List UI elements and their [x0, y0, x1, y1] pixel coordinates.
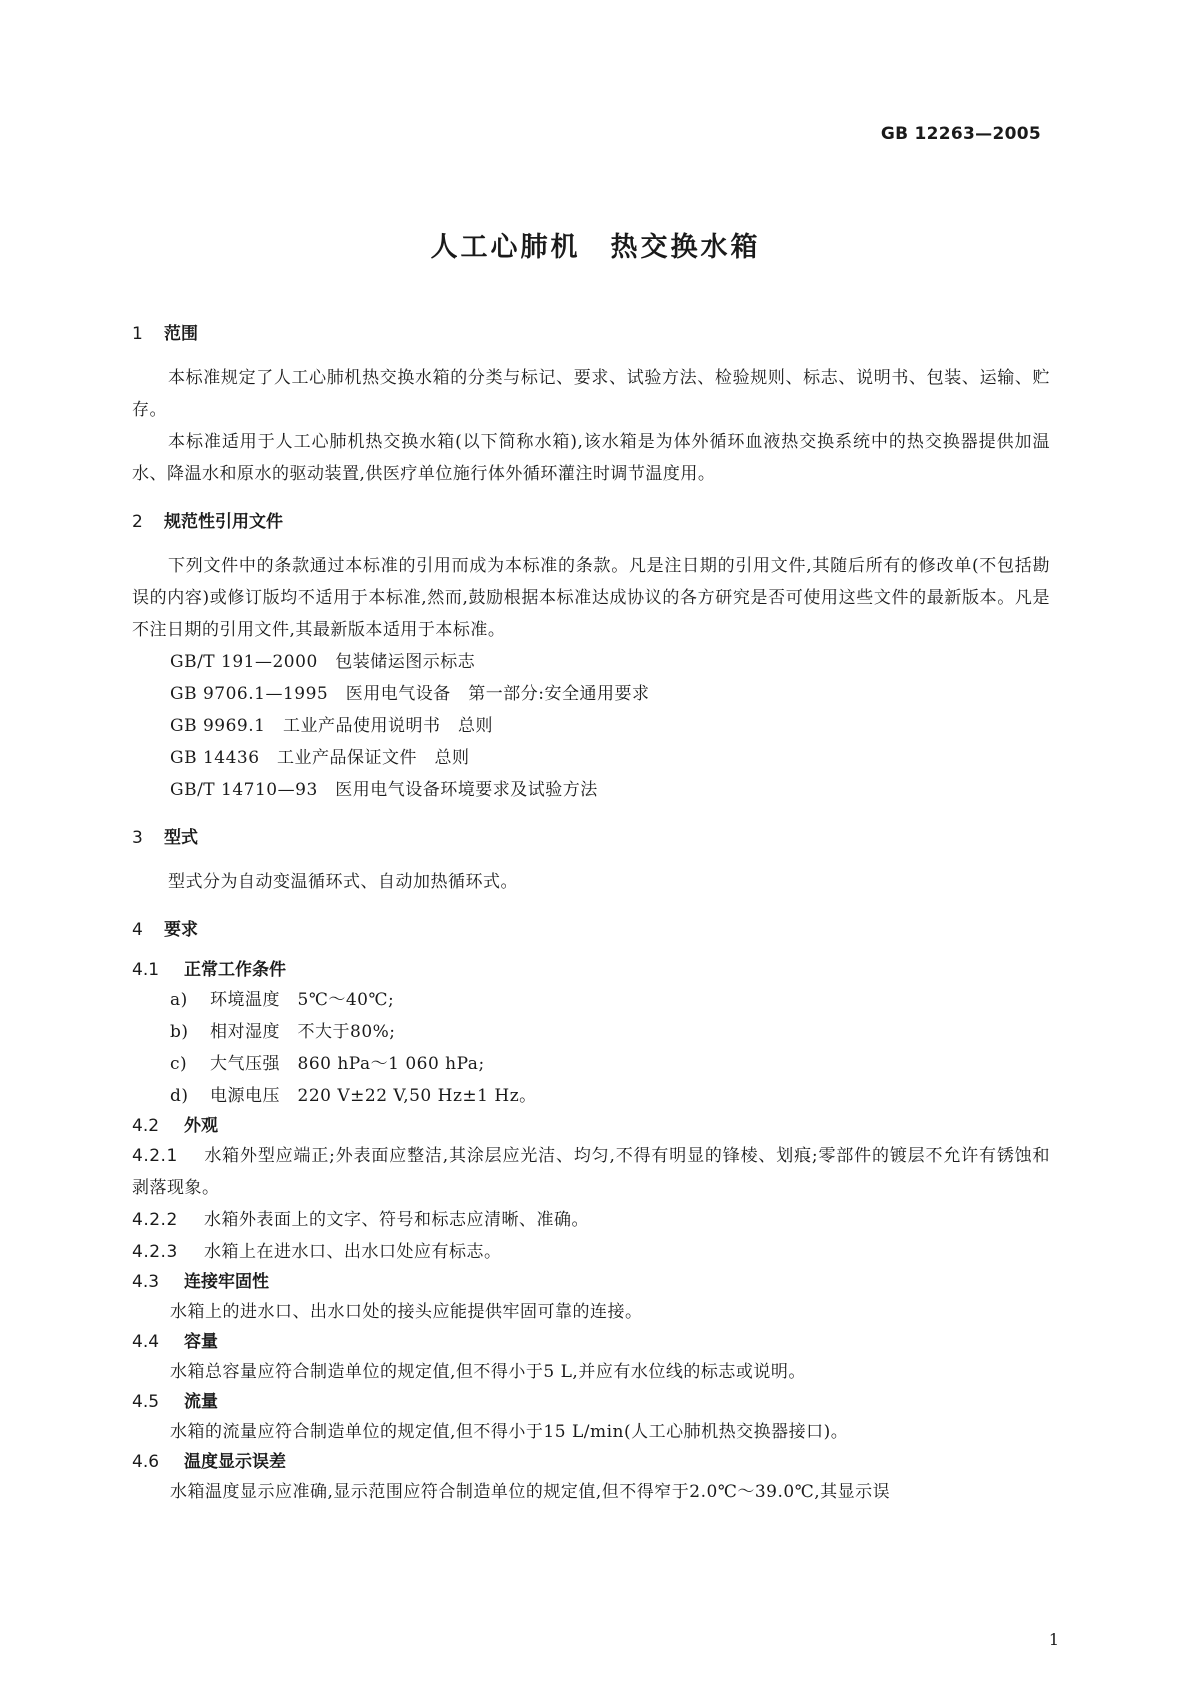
- list-item: [132, 1016, 1050, 1048]
- clause-number: 4.3: [132, 1272, 160, 1292]
- paragraph: 本标准规定了人工心肺机热交换水箱的分类与标记、要求、试验方法、检验规则、标志、说明书、包装、运输、贮存。: [132, 368, 1050, 420]
- list-text: 电源电压 220 V±22 V,50 Hz±1 Hz。: [210, 1086, 537, 1106]
- clause-title: 外观: [184, 1116, 218, 1136]
- clause-title: 正常工作条件: [184, 960, 286, 980]
- reference-item: GB/T 191—2000 包装储运图示标志: [170, 652, 476, 672]
- clause-number: 4.5: [132, 1392, 160, 1412]
- list-label: b): [170, 1022, 189, 1042]
- section-heading: [132, 510, 1050, 534]
- subclause-text: 水箱上在进水口、出水口处应有标志。: [204, 1242, 502, 1262]
- clause-text: 水箱总容量应符合制造单位的规定值,但不得小于5 L,并应有水位线的标志或说明。: [170, 1362, 806, 1382]
- subclause-number: 4.2.1: [132, 1146, 178, 1166]
- reference-item: GB 9706.1—1995 医用电气设备 第一部分:安全通用要求: [170, 684, 650, 704]
- document-body: [132, 322, 1050, 1508]
- clause-title: 流量: [184, 1392, 218, 1412]
- section-number: 2: [132, 512, 143, 532]
- list-item: [132, 1048, 1050, 1080]
- title-part-2: 热交换水箱: [610, 232, 761, 263]
- list-text: 环境温度 5℃～40℃;: [210, 990, 395, 1010]
- section-number: 3: [132, 828, 143, 848]
- clause-title: 容量: [184, 1332, 218, 1352]
- list-text: 大气压强 860 hPa～1 060 hPa;: [210, 1054, 485, 1074]
- clause-heading: [132, 1328, 1050, 1356]
- clause-text: 水箱温度显示应准确,显示范围应符合制造单位的规定值,但不得窄于2.0℃～39.0℃,其显示误: [170, 1482, 891, 1502]
- clause-number: 4.4: [132, 1332, 160, 1352]
- clause-text: 水箱的流量应符合制造单位的规定值,但不得小于15 L/min(人工心肺机热交换器接口)。: [170, 1422, 849, 1442]
- clause-number: 4.6: [132, 1452, 160, 1472]
- paragraph: 本标准适用于人工心肺机热交换水箱(以下简称水箱),该水箱是为体外循环血液热交换系统中的热交换器提供加温水、降温水和原水的驱动装置,供医疗单位施行体外循环灌注时调节温度用。: [132, 432, 1050, 484]
- clause-heading: [132, 1388, 1050, 1416]
- section-heading: [132, 918, 1050, 942]
- list-label: c): [170, 1054, 188, 1074]
- clause-heading: [132, 956, 1050, 984]
- document-title: [0, 225, 1191, 264]
- list-text: 相对湿度 不大于80%;: [210, 1022, 396, 1042]
- clause-heading: [132, 1268, 1050, 1296]
- clause-title: 温度显示误差: [184, 1452, 286, 1472]
- paragraph: 下列文件中的条款通过本标准的引用而成为本标准的条款。凡是注日期的引用文件,其随后所有的修改单(不包括勘误的内容)或修订版均不适用于本标准,然而,鼓励根据本标准达成协议的各方研究是否可使用这些文件的最新版本。凡是不注日期的引用文件,其最新版本适用于本标准。: [132, 556, 1050, 640]
- page-number: 1: [1048, 1630, 1059, 1649]
- list-label: d): [170, 1086, 189, 1106]
- clause-title: 连接牢固性: [184, 1272, 269, 1292]
- section-title: 范围: [164, 324, 198, 344]
- list-item: [132, 984, 1050, 1016]
- subclause-number: 4.2.3: [132, 1242, 178, 1262]
- clause-number: 4.1: [132, 960, 160, 980]
- section-title: 型式: [164, 828, 198, 848]
- clause-number: 4.2: [132, 1116, 160, 1136]
- section-title: 要求: [164, 920, 198, 940]
- subclause: [132, 1236, 1050, 1268]
- section-number: 1: [132, 324, 143, 344]
- list-item: [132, 1080, 1050, 1112]
- paragraph: 型式分为自动变温循环式、自动加热循环式。: [168, 872, 518, 892]
- standard-number: GB 12263—2005: [880, 124, 1041, 144]
- reference-item: GB 14436 工业产品保证文件 总则: [170, 748, 470, 768]
- reference-item: GB/T 14710—93 医用电气设备环境要求及试验方法: [170, 780, 598, 800]
- list-label: a): [170, 990, 188, 1010]
- subclause-number: 4.2.2: [132, 1210, 178, 1230]
- title-part-1: 人工心肺机: [430, 232, 581, 263]
- section-heading: [132, 826, 1050, 850]
- section-heading: [132, 322, 1050, 346]
- clause-heading: [132, 1448, 1050, 1476]
- subclause-text: 水箱外表面上的文字、符号和标志应清晰、准确。: [204, 1210, 589, 1230]
- subclause: [132, 1204, 1050, 1236]
- subclause-text: 水箱外型应端正;外表面应整洁,其涂层应光洁、均匀,不得有明显的锋棱、划痕;零部件的镀层不允许有锈蚀和剥落现象。: [132, 1146, 1050, 1198]
- section-title: 规范性引用文件: [164, 512, 283, 532]
- section-number: 4: [132, 920, 143, 940]
- subclause: [132, 1140, 1050, 1204]
- clause-heading: [132, 1112, 1050, 1140]
- reference-item: GB 9969.1 工业产品使用说明书 总则: [170, 716, 493, 736]
- clause-text: 水箱上的进水口、出水口处的接头应能提供牢固可靠的连接。: [170, 1302, 643, 1322]
